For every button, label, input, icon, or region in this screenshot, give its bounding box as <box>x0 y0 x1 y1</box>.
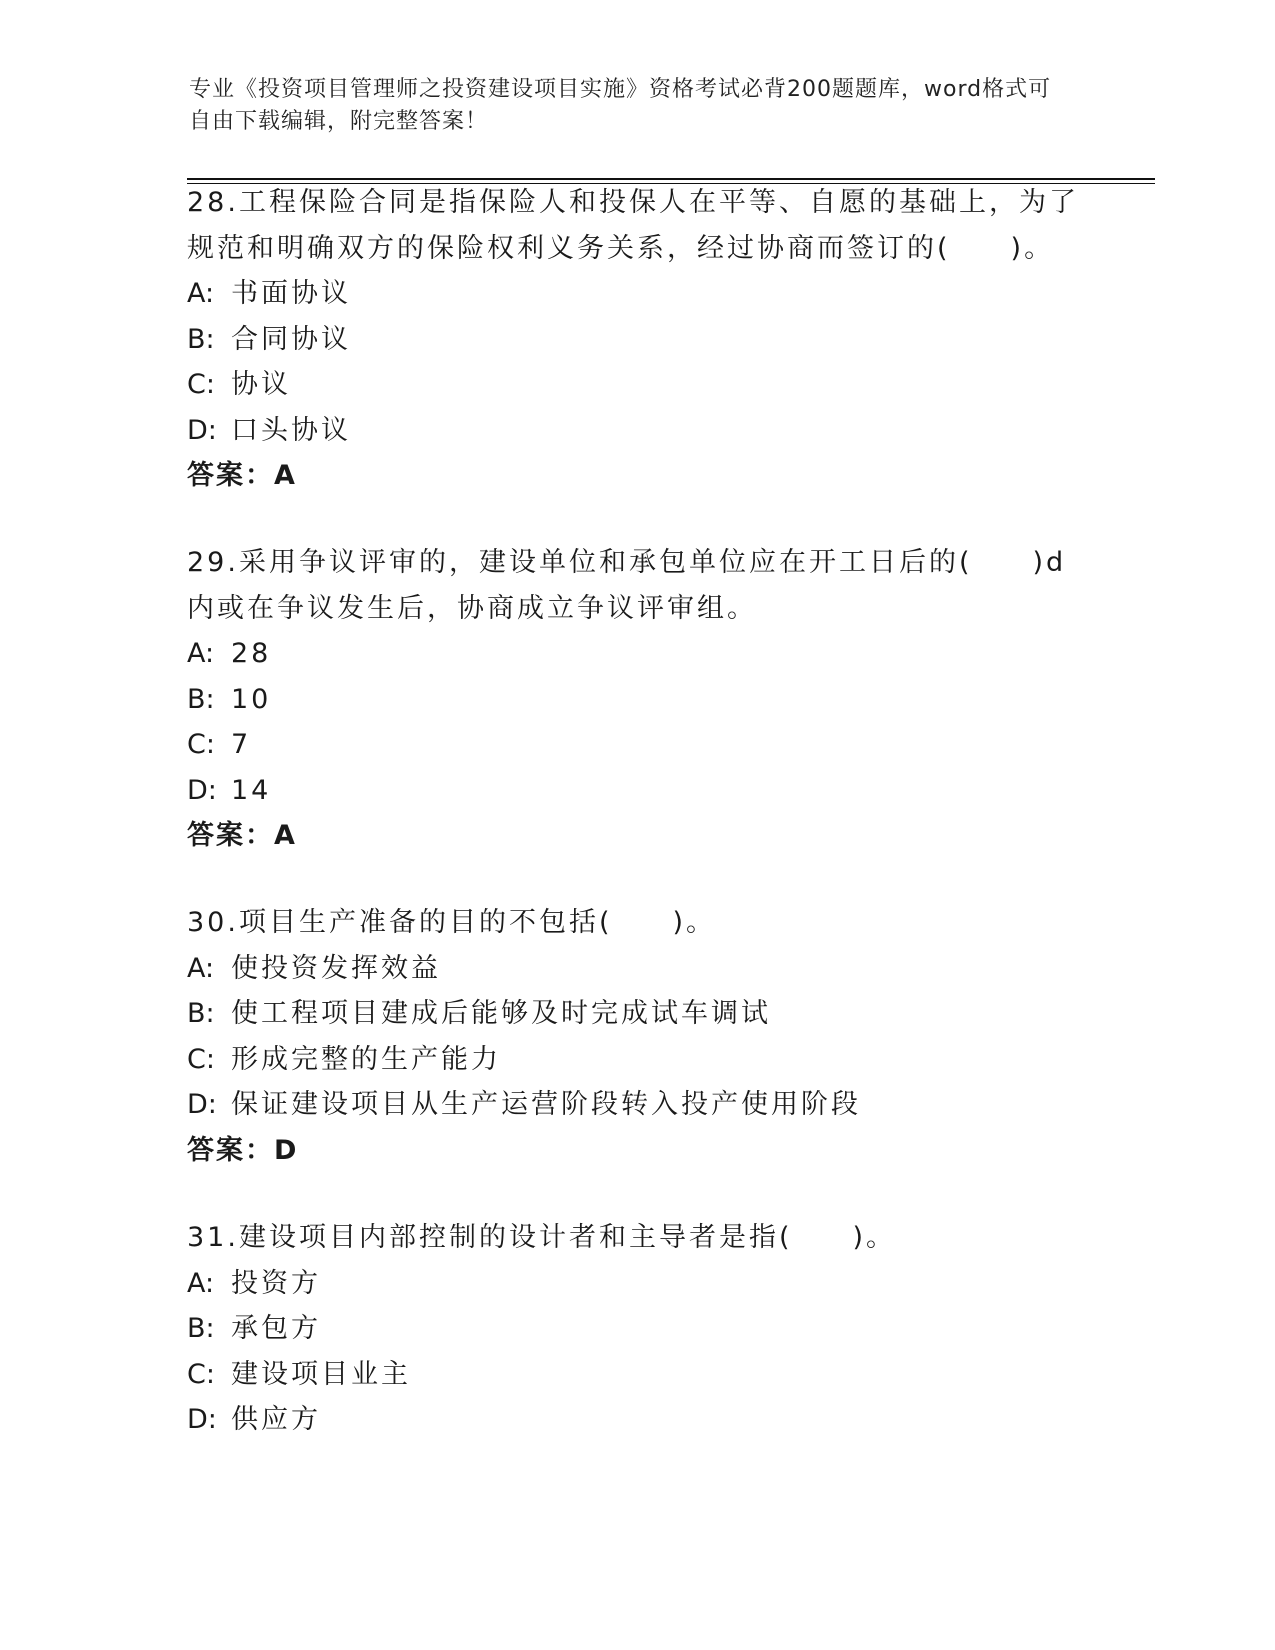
option-letter: B: <box>187 323 215 355</box>
answer: 答案：A <box>187 820 297 851</box>
question-stem: 30.项目生产准备的目的不包括( )。 <box>187 907 717 938</box>
option-c <box>187 1037 1087 1083</box>
option-text: 投资方 <box>231 1267 321 1299</box>
answer: 答案：D <box>187 1134 299 1166</box>
option-text: 建设项目业主 <box>231 1358 411 1390</box>
option-text: 口头协议 <box>231 414 351 446</box>
option-a <box>187 1261 1087 1307</box>
option-c <box>187 722 1087 768</box>
option-letter: B: <box>187 683 215 715</box>
question-stem: 28.工程保险合同是指保险人和投保人在平等、自愿的基础上，为了规范和明确双方的保险权利义务关系，经过协商而签订的( )。 <box>187 187 1079 264</box>
question-stem: 31.建设项目内部控制的设计者和主导者是指( )。 <box>187 1222 897 1253</box>
question-30 <box>187 900 1087 1173</box>
answer: 答案：A <box>187 460 297 491</box>
option-text: 使投资发挥效益 <box>231 952 441 984</box>
option-d <box>187 1397 1087 1443</box>
option-a <box>187 271 1087 317</box>
option-b <box>187 991 1087 1037</box>
option-b <box>187 1306 1087 1352</box>
header-title: 专业《投资项目管理师之投资建设项目实施》资格考试必背200题题库，word格式可自由下载编辑，附完整答案！ <box>189 77 1052 134</box>
option-text: 10 <box>231 683 272 715</box>
option-d <box>187 768 1087 814</box>
option-letter: A: <box>187 1267 215 1299</box>
option-text: 形成完整的生产能力 <box>231 1043 501 1075</box>
question-29 <box>187 540 1087 859</box>
option-text: 14 <box>231 774 272 806</box>
option-letter: D: <box>187 414 217 446</box>
option-letter: D: <box>187 1089 217 1120</box>
option-letter: A: <box>187 638 215 669</box>
option-a <box>187 946 1087 992</box>
question-31 <box>187 1215 1087 1443</box>
question-28 <box>187 180 1087 499</box>
option-a <box>187 631 1087 677</box>
question-stem: 29.采用争议评审的，建设单位和承包单位应在开工日后的( )d内或在争议发生后，协商成立争议评审组。 <box>187 547 1067 624</box>
option-letter: C: <box>187 369 215 400</box>
option-text: 保证建设项目从生产运营阶段转入投产使用阶段 <box>231 1089 861 1120</box>
option-text: 供应方 <box>231 1404 321 1435</box>
option-c <box>187 1352 1087 1398</box>
option-text: 承包方 <box>231 1313 321 1344</box>
option-text: 使工程项目建成后能够及时完成试车调试 <box>231 998 771 1029</box>
option-text: 书面协议 <box>231 278 351 309</box>
option-text: 28 <box>231 638 272 669</box>
option-letter: C: <box>187 1358 215 1390</box>
option-d <box>187 1082 1087 1128</box>
option-letter: D: <box>187 774 217 806</box>
option-text: 7 <box>231 729 252 760</box>
option-text: 协议 <box>231 369 291 400</box>
option-letter: B: <box>187 998 215 1029</box>
option-b <box>187 677 1087 723</box>
option-letter: D: <box>187 1404 217 1435</box>
option-b <box>187 317 1087 363</box>
option-letter: C: <box>187 1043 215 1075</box>
option-text: 合同协议 <box>231 323 351 355</box>
document-header <box>189 74 1069 138</box>
option-d <box>187 408 1087 454</box>
option-c <box>187 362 1087 408</box>
option-letter: A: <box>187 952 215 984</box>
option-letter: B: <box>187 1313 215 1344</box>
option-letter: C: <box>187 729 215 760</box>
option-letter: A: <box>187 278 215 309</box>
